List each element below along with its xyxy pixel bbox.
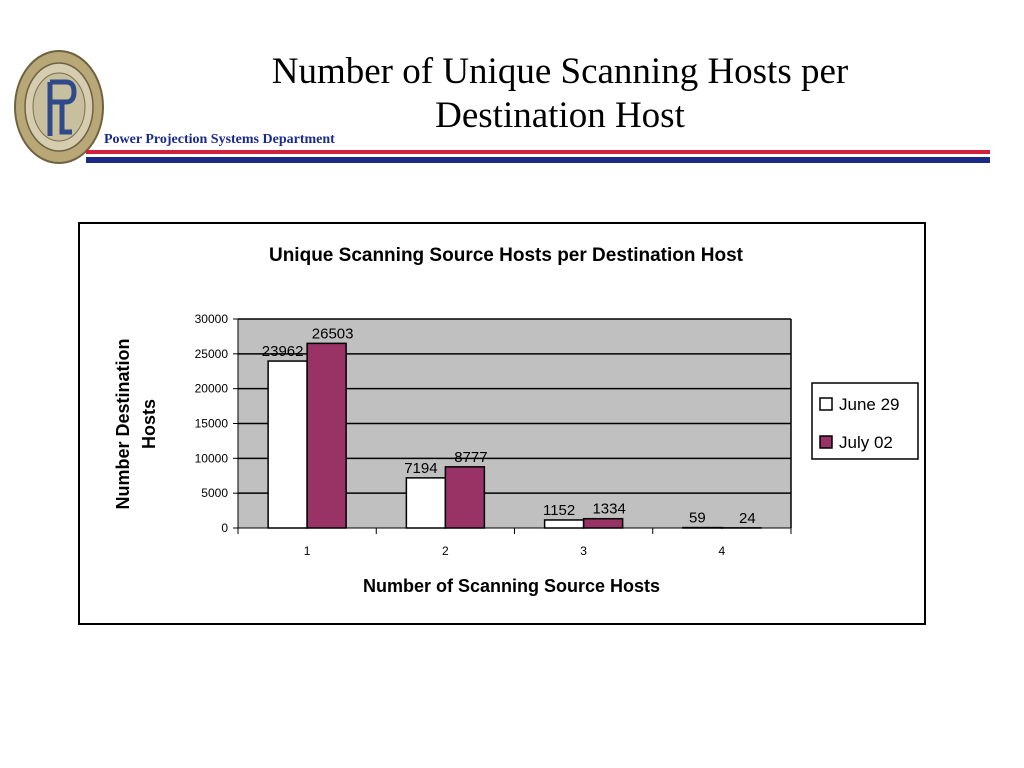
- chart-frame: [78, 222, 926, 625]
- department-name: Power Projection Systems Department: [104, 132, 335, 147]
- y-tick-label: 5000: [201, 486, 228, 501]
- bar: [307, 343, 346, 528]
- y-axis-label: Number Destination: [113, 338, 133, 510]
- data-label: 1152: [542, 501, 576, 519]
- legend-label: July 02: [839, 433, 893, 452]
- legend-swatch: [820, 398, 832, 410]
- slide-title-line-1: Number of Unique Scanning Hosts per: [271, 51, 849, 92]
- bar: [445, 467, 484, 528]
- bar-chart: [80, 224, 924, 623]
- x-tick-label: 4: [718, 544, 726, 558]
- data-label: 26503: [311, 325, 354, 343]
- y-axis-label: Hosts: [139, 398, 159, 450]
- bar: [584, 519, 623, 528]
- slide-title: [160, 50, 960, 139]
- blue-divider: [86, 157, 990, 163]
- chart-title: Unique Scanning Source Hosts per Destination Host: [268, 245, 744, 266]
- red-divider: [86, 150, 990, 154]
- bar: [545, 520, 584, 528]
- x-tick-label: 3: [580, 544, 587, 558]
- data-label: 23962: [261, 343, 304, 361]
- x-tick-label: 1: [303, 544, 311, 558]
- y-tick-label: 10000: [194, 451, 228, 466]
- bar: [268, 361, 307, 528]
- data-label: 24: [739, 509, 756, 527]
- data-label: 1334: [592, 500, 626, 518]
- legend-label: June 29: [839, 395, 900, 414]
- legend-swatch: [820, 436, 832, 448]
- y-tick-label: 0: [221, 521, 228, 535]
- data-label: 8777: [454, 448, 488, 466]
- x-tick-label: 2: [442, 544, 449, 558]
- bar: [406, 478, 445, 528]
- slide-title-line-2: Destination Host: [435, 95, 685, 137]
- y-tick-label: 25000: [194, 346, 228, 361]
- data-label: 59: [689, 509, 706, 527]
- y-tick-label: 20000: [194, 381, 228, 396]
- y-tick-label: 15000: [194, 416, 228, 431]
- data-label: 7194: [404, 459, 438, 477]
- y-tick-label: 30000: [194, 312, 228, 326]
- x-axis-label: Number of Scanning Source Hosts: [362, 576, 661, 596]
- university-seal-logo: [12, 48, 106, 166]
